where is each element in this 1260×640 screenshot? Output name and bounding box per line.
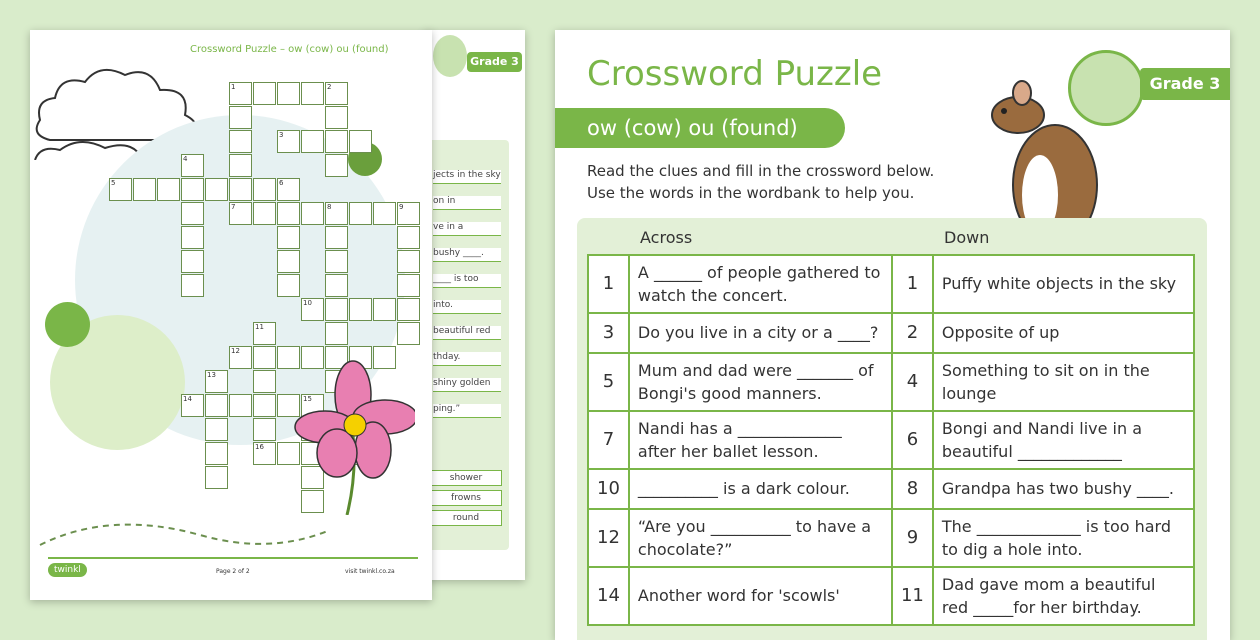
grid-number: 9	[399, 203, 404, 211]
grid-number: 16	[255, 443, 264, 451]
grade-badge: Grade 3	[467, 52, 522, 72]
instructions-line-2: Use the words in the wordbank to help you.	[587, 184, 915, 202]
clue-row	[588, 469, 1194, 509]
grid-number: 6	[279, 179, 284, 187]
grid-cell[interactable]	[325, 226, 348, 249]
grid-cell[interactable]	[349, 130, 372, 153]
footer-rule	[48, 557, 418, 559]
grid-cell[interactable]	[277, 274, 300, 297]
green-dot	[45, 302, 90, 347]
grid-number: 4	[183, 155, 188, 163]
clue-row	[588, 255, 1194, 313]
grid-cell[interactable]	[157, 178, 180, 201]
down-number: 2	[892, 313, 933, 353]
grid-cell[interactable]	[277, 226, 300, 249]
grid-number: 14	[183, 395, 192, 403]
grid-cell[interactable]	[205, 394, 228, 417]
across-number: 3	[588, 313, 629, 353]
grid-cell[interactable]	[181, 178, 204, 201]
grid-number: 13	[207, 371, 216, 379]
grid-cell[interactable]	[349, 298, 372, 321]
grid-cell[interactable]	[229, 394, 252, 417]
grid-number: 15	[303, 395, 312, 403]
grid-cell[interactable]	[301, 202, 324, 225]
grid-cell[interactable]	[325, 298, 348, 321]
grid-cell[interactable]	[325, 130, 348, 153]
grid-cell[interactable]	[229, 178, 252, 201]
clue-row	[588, 567, 1194, 625]
grid-cell[interactable]	[397, 274, 420, 297]
across-clue: __________ is a dark colour.	[629, 469, 892, 509]
down-clue: Dad gave mom a beautiful red _____for her birthday.	[933, 567, 1194, 625]
grid-cell[interactable]	[181, 250, 204, 273]
grid-cell[interactable]	[277, 202, 300, 225]
clue-fragment: ____ is too	[433, 274, 501, 288]
grid-number: 10	[303, 299, 312, 307]
clue-fragment: bushy ____.	[433, 248, 501, 262]
clue-fragment: into.	[433, 300, 501, 314]
across-clue: Do you live in a city or a ____?	[629, 313, 892, 353]
wordbank-word: shower	[430, 470, 502, 486]
grid-cell[interactable]	[301, 130, 324, 153]
grid-cell[interactable]	[325, 322, 348, 345]
grid-cell[interactable]	[205, 418, 228, 441]
twinkl-logo: twinkl	[48, 563, 87, 577]
grid-cell[interactable]	[205, 442, 228, 465]
grid-cell[interactable]	[397, 298, 420, 321]
back-worksheet-page	[425, 30, 525, 580]
down-number: 1	[892, 255, 933, 313]
grid-number: 5	[111, 179, 116, 187]
clue-row	[588, 353, 1194, 411]
grid-cell[interactable]	[181, 202, 204, 225]
page-header: Crossword Puzzle – ow (cow) ou (found)	[190, 44, 389, 55]
grid-cell[interactable]	[253, 370, 276, 393]
grid-number: 1	[231, 83, 236, 91]
across-clue: Mum and dad were _______ of Bongi's good manners.	[629, 353, 892, 411]
grid-cell[interactable]	[253, 394, 276, 417]
grid-cell[interactable]	[229, 106, 252, 129]
down-clue: Bongi and Nandi live in a beautiful _____________	[933, 411, 1194, 469]
grid-cell[interactable]	[373, 202, 396, 225]
across-clue: Another word for 'scowls'	[629, 567, 892, 625]
grid-cell[interactable]	[205, 466, 228, 489]
grid-cell[interactable]	[229, 130, 252, 153]
down-number: 6	[892, 411, 933, 469]
clues-page	[555, 30, 1230, 640]
grid-number: 12	[231, 347, 240, 355]
grid-cell[interactable]	[397, 250, 420, 273]
grid-cell[interactable]	[325, 274, 348, 297]
grid-cell[interactable]	[253, 346, 276, 369]
grid-number: 11	[255, 323, 264, 331]
wordbank-word: round	[430, 510, 502, 526]
grid-cell[interactable]	[181, 274, 204, 297]
down-clue: Puffy white objects in the sky	[933, 255, 1194, 313]
children-avatar	[1068, 50, 1144, 126]
children-illustration	[433, 35, 467, 77]
subtitle-banner: ow (cow) ou (found)	[555, 108, 845, 148]
clue-fragment: ve in a	[433, 222, 501, 236]
across-clue: A ______ of people gathered to watch the concert.	[629, 255, 892, 313]
grid-cell[interactable]	[397, 226, 420, 249]
grid-cell[interactable]	[253, 202, 276, 225]
grid-cell[interactable]	[205, 178, 228, 201]
across-number: 12	[588, 509, 629, 567]
clue-row	[588, 509, 1194, 567]
across-number: 5	[588, 353, 629, 411]
grid-cell[interactable]	[301, 82, 324, 105]
down-number: 4	[892, 353, 933, 411]
grid-cell[interactable]	[325, 250, 348, 273]
dashed-path	[30, 490, 432, 560]
down-number: 11	[892, 567, 933, 625]
grid-cell[interactable]	[277, 250, 300, 273]
grid-cell[interactable]	[325, 154, 348, 177]
clue-row	[588, 411, 1194, 469]
grid-cell[interactable]	[325, 106, 348, 129]
grid-cell[interactable]	[253, 418, 276, 441]
grid-cell[interactable]	[397, 322, 420, 345]
across-heading: Across	[640, 228, 693, 247]
grid-number: 2	[327, 83, 332, 91]
grid-number: 8	[327, 203, 332, 211]
grid-cell[interactable]	[349, 202, 372, 225]
grid-cell[interactable]	[373, 298, 396, 321]
clue-row	[588, 313, 1194, 353]
clue-fragment: jects in the sky	[433, 170, 501, 184]
instructions-line-1: Read the clues and fill in the crossword below.	[587, 162, 935, 180]
clue-fragment: on in	[433, 196, 501, 210]
grid-cell[interactable]	[229, 154, 252, 177]
clue-fragment: thday.	[433, 352, 501, 366]
down-number: 8	[892, 469, 933, 509]
down-clue: Grandpa has two bushy ____.	[933, 469, 1194, 509]
down-clue: Opposite of up	[933, 313, 1194, 353]
grid-cell[interactable]	[133, 178, 156, 201]
across-number: 7	[588, 411, 629, 469]
clues-table	[587, 254, 1195, 626]
clue-fragment: ping.”	[433, 404, 501, 418]
grid-number: 3	[279, 131, 284, 139]
grid-cell[interactable]	[253, 178, 276, 201]
grid-cell[interactable]	[253, 82, 276, 105]
clue-fragment: beautiful red	[433, 326, 501, 340]
crossword-grid-page	[30, 30, 432, 600]
grid-cell[interactable]	[181, 226, 204, 249]
grid-cell[interactable]	[277, 82, 300, 105]
down-clue: The _____________ is too hard to dig a hole into.	[933, 509, 1194, 567]
across-number: 1	[588, 255, 629, 313]
across-number: 10	[588, 469, 629, 509]
clue-fragment: shiny golden	[433, 378, 501, 392]
grid-number: 7	[231, 203, 236, 211]
down-heading: Down	[944, 228, 990, 247]
page-title: Crossword Puzzle	[587, 54, 883, 94]
wordbank-word: frowns	[430, 490, 502, 506]
across-clue: “Are you __________ to have a chocolate?”	[629, 509, 892, 567]
down-number: 9	[892, 509, 933, 567]
page-number: Page 2 of 2	[216, 568, 250, 575]
across-clue: Nandi has a _____________ after her ballet lesson.	[629, 411, 892, 469]
across-number: 14	[588, 567, 629, 625]
footer-url: visit twinkl.co.za	[345, 568, 395, 575]
down-clue: Something to sit on in the lounge	[933, 353, 1194, 411]
grade-badge: Grade 3	[1140, 68, 1230, 100]
